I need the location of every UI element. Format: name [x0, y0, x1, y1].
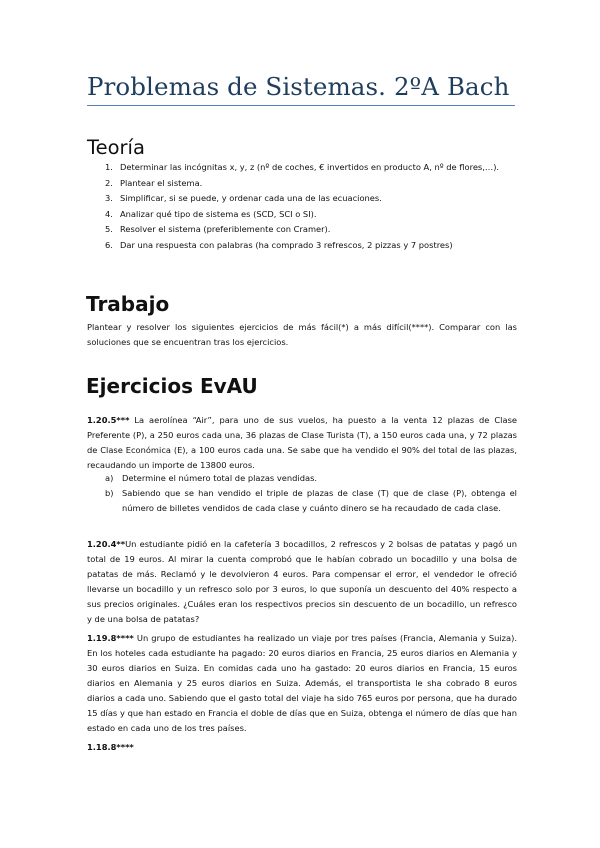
- list-item-text: Dar una respuesta con palabras (ha comprado 3 refrescos, 2 pizzas y 7 postres): [120, 239, 453, 250]
- exercise-1-20-5: [87, 413, 517, 473]
- exercise-1-20-5-subitems: [87, 471, 517, 516]
- heading-ejercicios: Ejercicios EvAU: [86, 374, 258, 398]
- exercise-1-18-8: [87, 740, 517, 755]
- title-underline: [87, 105, 515, 106]
- list-item-text: Analizar qué tipo de sistema es (SCD, SCI o SI).: [120, 208, 317, 219]
- list-item-number: 6.: [105, 239, 113, 250]
- heading-teoria: Teoría: [87, 136, 145, 159]
- list-item: [87, 207, 517, 222]
- list-item-number: a): [105, 473, 114, 483]
- list-item: [87, 238, 517, 253]
- list-item-number: b): [105, 488, 114, 498]
- list-item: [87, 176, 517, 191]
- list-item-number: 2.: [105, 177, 113, 188]
- list-item-number: 4.: [105, 208, 113, 219]
- exercise-1-20-4: [87, 537, 517, 627]
- exercise-code: 1.20.4**: [87, 539, 126, 549]
- page-title: Problemas de Sistemas. 2ºA Bach: [87, 72, 510, 101]
- heading-trabajo: Trabajo: [86, 292, 170, 316]
- list-item-text: Simplificar, si se puede, y ordenar cada una de las ecuaciones.: [120, 193, 382, 203]
- list-item-text: Resolver el sistema (preferiblemente con Cramer).: [120, 224, 331, 234]
- teoria-steps-list: [87, 160, 517, 253]
- list-item: [87, 160, 517, 175]
- exercise-text: La aerolínea “Air”, para uno de sus vuelos, ha puesto a la venta 12 plazas de Clase Preferente (P), a 250 euros cada una, 36 plazas de Clase Turista (T), a 150 euros cada una, y 72 plazas de Clase Económica (E), a 100 euros cada una. Se sabe que ha vendido el 90% del total de las plazas, recaudando un importe de 13800 euros.: [87, 415, 517, 470]
- list-item-number: 1.: [105, 162, 113, 172]
- list-item-text: Determinar las incógnitas x, y, z (nº de coches, € invertidos en producto A, nº de flores,…).: [120, 162, 500, 172]
- exercise-code: 1.19.8****: [87, 633, 134, 643]
- list-item-text: Determine el número total de plazas vendidas.: [122, 473, 318, 483]
- exercise-code: 1.20.5***: [87, 415, 130, 425]
- list-item-number: 3.: [105, 193, 113, 203]
- exercise-text: Un grupo de estudiantes ha realizado un viaje por tres países (Francia, Alemania y Suiza). En los hoteles cada estudiante ha pagado: 20 euros diarios en Francia, 25 euros diarios en Alemania y 30 euros diarios en Suiza. En comidas cada uno ha gastado: 20 euros diarios en Francia, 15 euros diarios en Alemania y 25 euros diarios en Suiza. Además, el transportista le sha cobrado 8 euros diarios a cada uno. Sabiendo que el gasto total del viaje ha sido 765 euros por persona, que ha durado 15 días y que han estado en Francia el doble de días que en Suiza, obtenga el número de días que han estado en cada uno de los tres países.: [87, 633, 517, 733]
- list-item: [87, 486, 517, 516]
- exercise-text: Un estudiante pidió en la cafetería 3 bocadillos, 2 refrescos y 2 bolsas de patatas y pagó un total de 19 euros. Al mirar la cuenta comprobó que le habían cobrado un bocadillo y una bolsa de patatas de más. Reclamó y le devolvieron 4 euros. Para compensar el error, el vendedor le ofreció llevarse un bocadillo y un refresco solo por 3 euros, lo que suponía un descuento del 40% respecto a sus precios originales. ¿Cuáles eran los respectivos precios sin descuento de un bocadillo, un refresco y de una bolsa de patatas?: [87, 539, 517, 624]
- exercise-code: 1.18.8****: [87, 742, 134, 752]
- list-item: [87, 471, 517, 486]
- trabajo-instructions: Plantear y resolver los siguientes ejercicios de más fácil(*) a más difícil(****). Comparar con las soluciones que se encuentran tras los ejercicios.: [87, 322, 517, 347]
- list-item: [87, 222, 517, 237]
- list-item-text: Plantear el sistema.: [120, 177, 203, 188]
- list-item: [87, 191, 517, 206]
- exercise-1-19-8: [87, 631, 517, 736]
- list-item-number: 5.: [105, 224, 113, 234]
- list-item-text: Sabiendo que se han vendido el triple de plazas de clase (T) que de clase (P), obtenga el número de billetes vendidos de cada clase y cuánto dinero se ha recaudado de cada clase.: [122, 488, 517, 513]
